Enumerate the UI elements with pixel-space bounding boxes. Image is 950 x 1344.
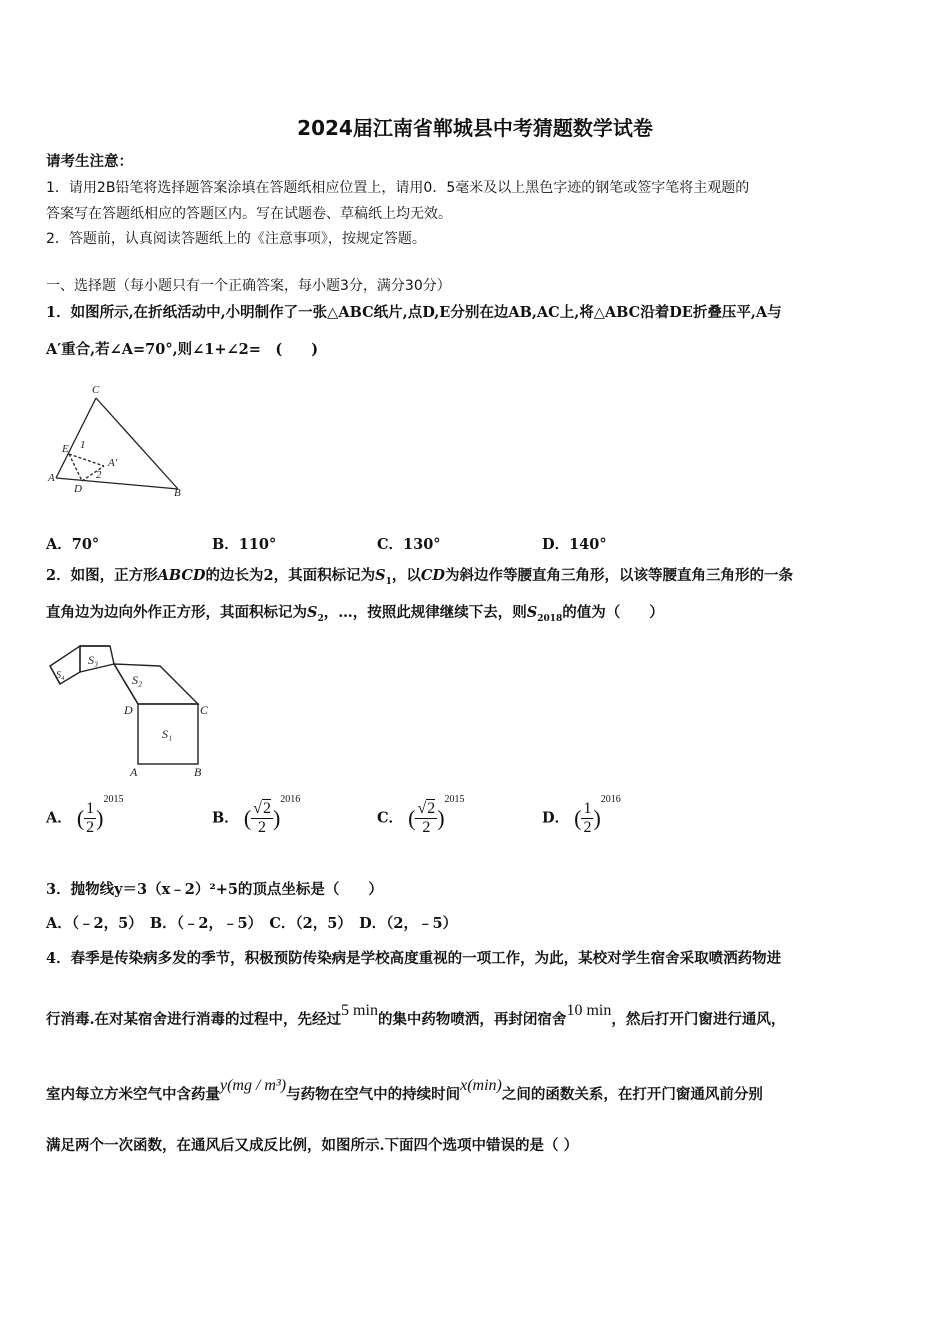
q4-line-3 xyxy=(46,1077,763,1105)
label-a-prime: A′ xyxy=(108,457,118,469)
q2-option-a-label: A． xyxy=(46,809,72,827)
q4-line-4: 满足两个一次函数，在通风后又成反比例，如图所示.下面四个选项中错误的是（ ） xyxy=(46,1137,579,1154)
q2-option-d-frac xyxy=(581,800,593,837)
section-heading: 一、选择题（每小题只有一个正确答案，每小题3分，满分30分） xyxy=(46,278,451,294)
label-e: E xyxy=(62,443,69,455)
q2-text: ，以 xyxy=(391,567,421,584)
q4-text: ，然后打开门窗进行通风， xyxy=(611,1011,786,1028)
q4-line-1: 4．春季是传染病多发的季节，积极预防传染病是学校高度重视的一项工作，为此，某校对学生宿舍采取喷洒药物进 xyxy=(46,950,782,967)
q2-s2: S xyxy=(307,604,318,621)
label-d: D xyxy=(124,703,133,717)
q2-option-c-frac: $\frac{√2}{2}$ xyxy=(417,800,436,836)
q1-option-b[interactable]: B．110° xyxy=(212,536,277,553)
numerator: 1 xyxy=(583,800,592,817)
q2-text: 的值为（ ） xyxy=(562,604,664,621)
q2-squares-figure xyxy=(44,640,216,780)
denominator: 2 xyxy=(422,819,431,836)
label-b: B xyxy=(194,765,202,779)
denominator: 2 xyxy=(258,819,267,836)
q2-option-c-label: C． xyxy=(377,809,404,827)
q3-options[interactable]: A．（﹣2，5） B．（﹣2，﹣5） C．（2，5） D．（2，﹣5） xyxy=(46,915,458,932)
q2-text: 2．如图，正方形 xyxy=(46,567,158,584)
notice-line-3: 2．答题前，认真阅读答题纸上的《注意事项》，按规定答题。 xyxy=(46,231,426,247)
q3-line: 3．抛物线y＝3（x﹣2）²+5的顶点坐标是（ ） xyxy=(46,881,383,898)
q2-option-b[interactable]: B． ( $\frac{√2}{2}$ )$^{2016}$ xyxy=(212,794,301,836)
q4-text: 的集中药物喷洒，再封闭宿舍 xyxy=(377,1011,567,1028)
label-c: C xyxy=(92,384,100,396)
label-s2: S₂ xyxy=(132,673,143,687)
q2-s2018-sub: 2018 xyxy=(537,613,563,624)
label-s3: S₃ xyxy=(88,653,99,667)
q1-option-a[interactable]: A．70° xyxy=(46,536,100,553)
q2-text: 为斜边作等腰直角三角形，以该等腰直角三角形的一条 xyxy=(444,567,793,584)
q1-line-2: A′重合,若∠A=70°,则∠1+∠2= ( ) xyxy=(46,341,319,358)
notice-line-1: 1．请用2B铅笔将选择题答案涂填在答题纸相应位置上，请用0．5毫米及以上黑色字迹的钢笔或签字笔将主观题的 xyxy=(46,180,750,196)
q1-line-1: 1．如图所示,在折纸活动中,小明制作了一张△ABC纸片,点D,E分别在边AB,AC上,将△ABC沿着DE折叠压平,A与 xyxy=(46,304,782,321)
exponent: 2016 xyxy=(280,794,301,805)
q2-option-c[interactable]: C． ( $\frac{√2}{2}$ )$^{2015}$ xyxy=(377,794,465,836)
numerator: 1 xyxy=(86,800,95,817)
label-s4: S₄ xyxy=(56,670,65,681)
q4-y-unit: y(mg / m³) xyxy=(220,1077,287,1094)
label-2: 2 xyxy=(96,469,102,481)
denominator: 2 xyxy=(583,819,592,836)
exponent: 2016 xyxy=(600,794,621,805)
q4-x-unit: x(min) xyxy=(460,1077,502,1094)
q4-10min: 10 min xyxy=(566,1002,612,1019)
q2-option-d[interactable]: D． ( $\frac{1}{2}$ )$^{2016}$ xyxy=(542,794,621,836)
label-a: A xyxy=(130,765,138,779)
exponent: 2015 xyxy=(103,794,124,805)
q2-text: ，…，按照此规律继续下去，则 xyxy=(323,604,527,621)
q2-s2018: S xyxy=(526,604,538,621)
label-a: A xyxy=(48,472,55,484)
q2-text: 直角边为边向外作正方形，其面积标记为 xyxy=(46,604,307,621)
label-s1: S₁ xyxy=(162,727,173,741)
q1-option-d[interactable]: D．140° xyxy=(542,536,607,553)
q4-text: 行消毒.在对某宿舍进行消毒的过程中，先经过 xyxy=(46,1011,342,1028)
label-b: B xyxy=(174,487,181,499)
q4-text: 之间的函数关系，在打开门窗通风前分别 xyxy=(501,1086,763,1103)
q2-s2-sub: 2 xyxy=(317,613,324,624)
page-title: 2024届江南省郸城县中考猜题数学试卷 xyxy=(297,116,653,140)
label-d: D xyxy=(74,483,82,495)
q2-option-a[interactable]: A． ( $\frac{1}{2}$ )$^{2015}$ xyxy=(46,794,124,836)
q2-option-b-frac: $\frac{√2}{2}$ xyxy=(253,800,271,836)
numerator: 2 xyxy=(262,800,271,817)
q2-line-1 xyxy=(46,566,793,592)
q2-s1: S xyxy=(375,567,386,584)
q1-option-c[interactable]: C．130° xyxy=(377,536,441,553)
q2-option-d-label: D． xyxy=(542,809,570,827)
q2-option-b-label: B． xyxy=(212,809,239,827)
notice-heading: 请考生注意： xyxy=(46,153,133,170)
denominator: 2 xyxy=(86,819,95,836)
q2-option-a-frac xyxy=(84,800,96,837)
q4-text: 室内每立方米空气中含药量 xyxy=(46,1086,220,1103)
q2-abcd: ABCD xyxy=(157,567,206,584)
q1-triangle-figure xyxy=(44,378,194,500)
q4-5min: 5 min xyxy=(341,1002,378,1019)
numerator: 2 xyxy=(427,800,436,817)
q4-text: 与药物在空气中的持续时间 xyxy=(286,1086,461,1103)
q2-line-2 xyxy=(46,603,664,629)
notice-line-2: 答案写在答题纸相应的答题区内。写在试题卷、草稿纸上均无效。 xyxy=(46,206,452,222)
q2-cd: CD xyxy=(420,567,445,584)
label-1: 1 xyxy=(80,439,86,451)
q2-text: 的边长为2，其面积标记为 xyxy=(205,567,376,584)
q4-line-2 xyxy=(46,1002,786,1030)
label-c: C xyxy=(200,703,209,717)
q2-s1-sub: 1 xyxy=(385,576,392,587)
exponent: 2015 xyxy=(444,794,465,805)
